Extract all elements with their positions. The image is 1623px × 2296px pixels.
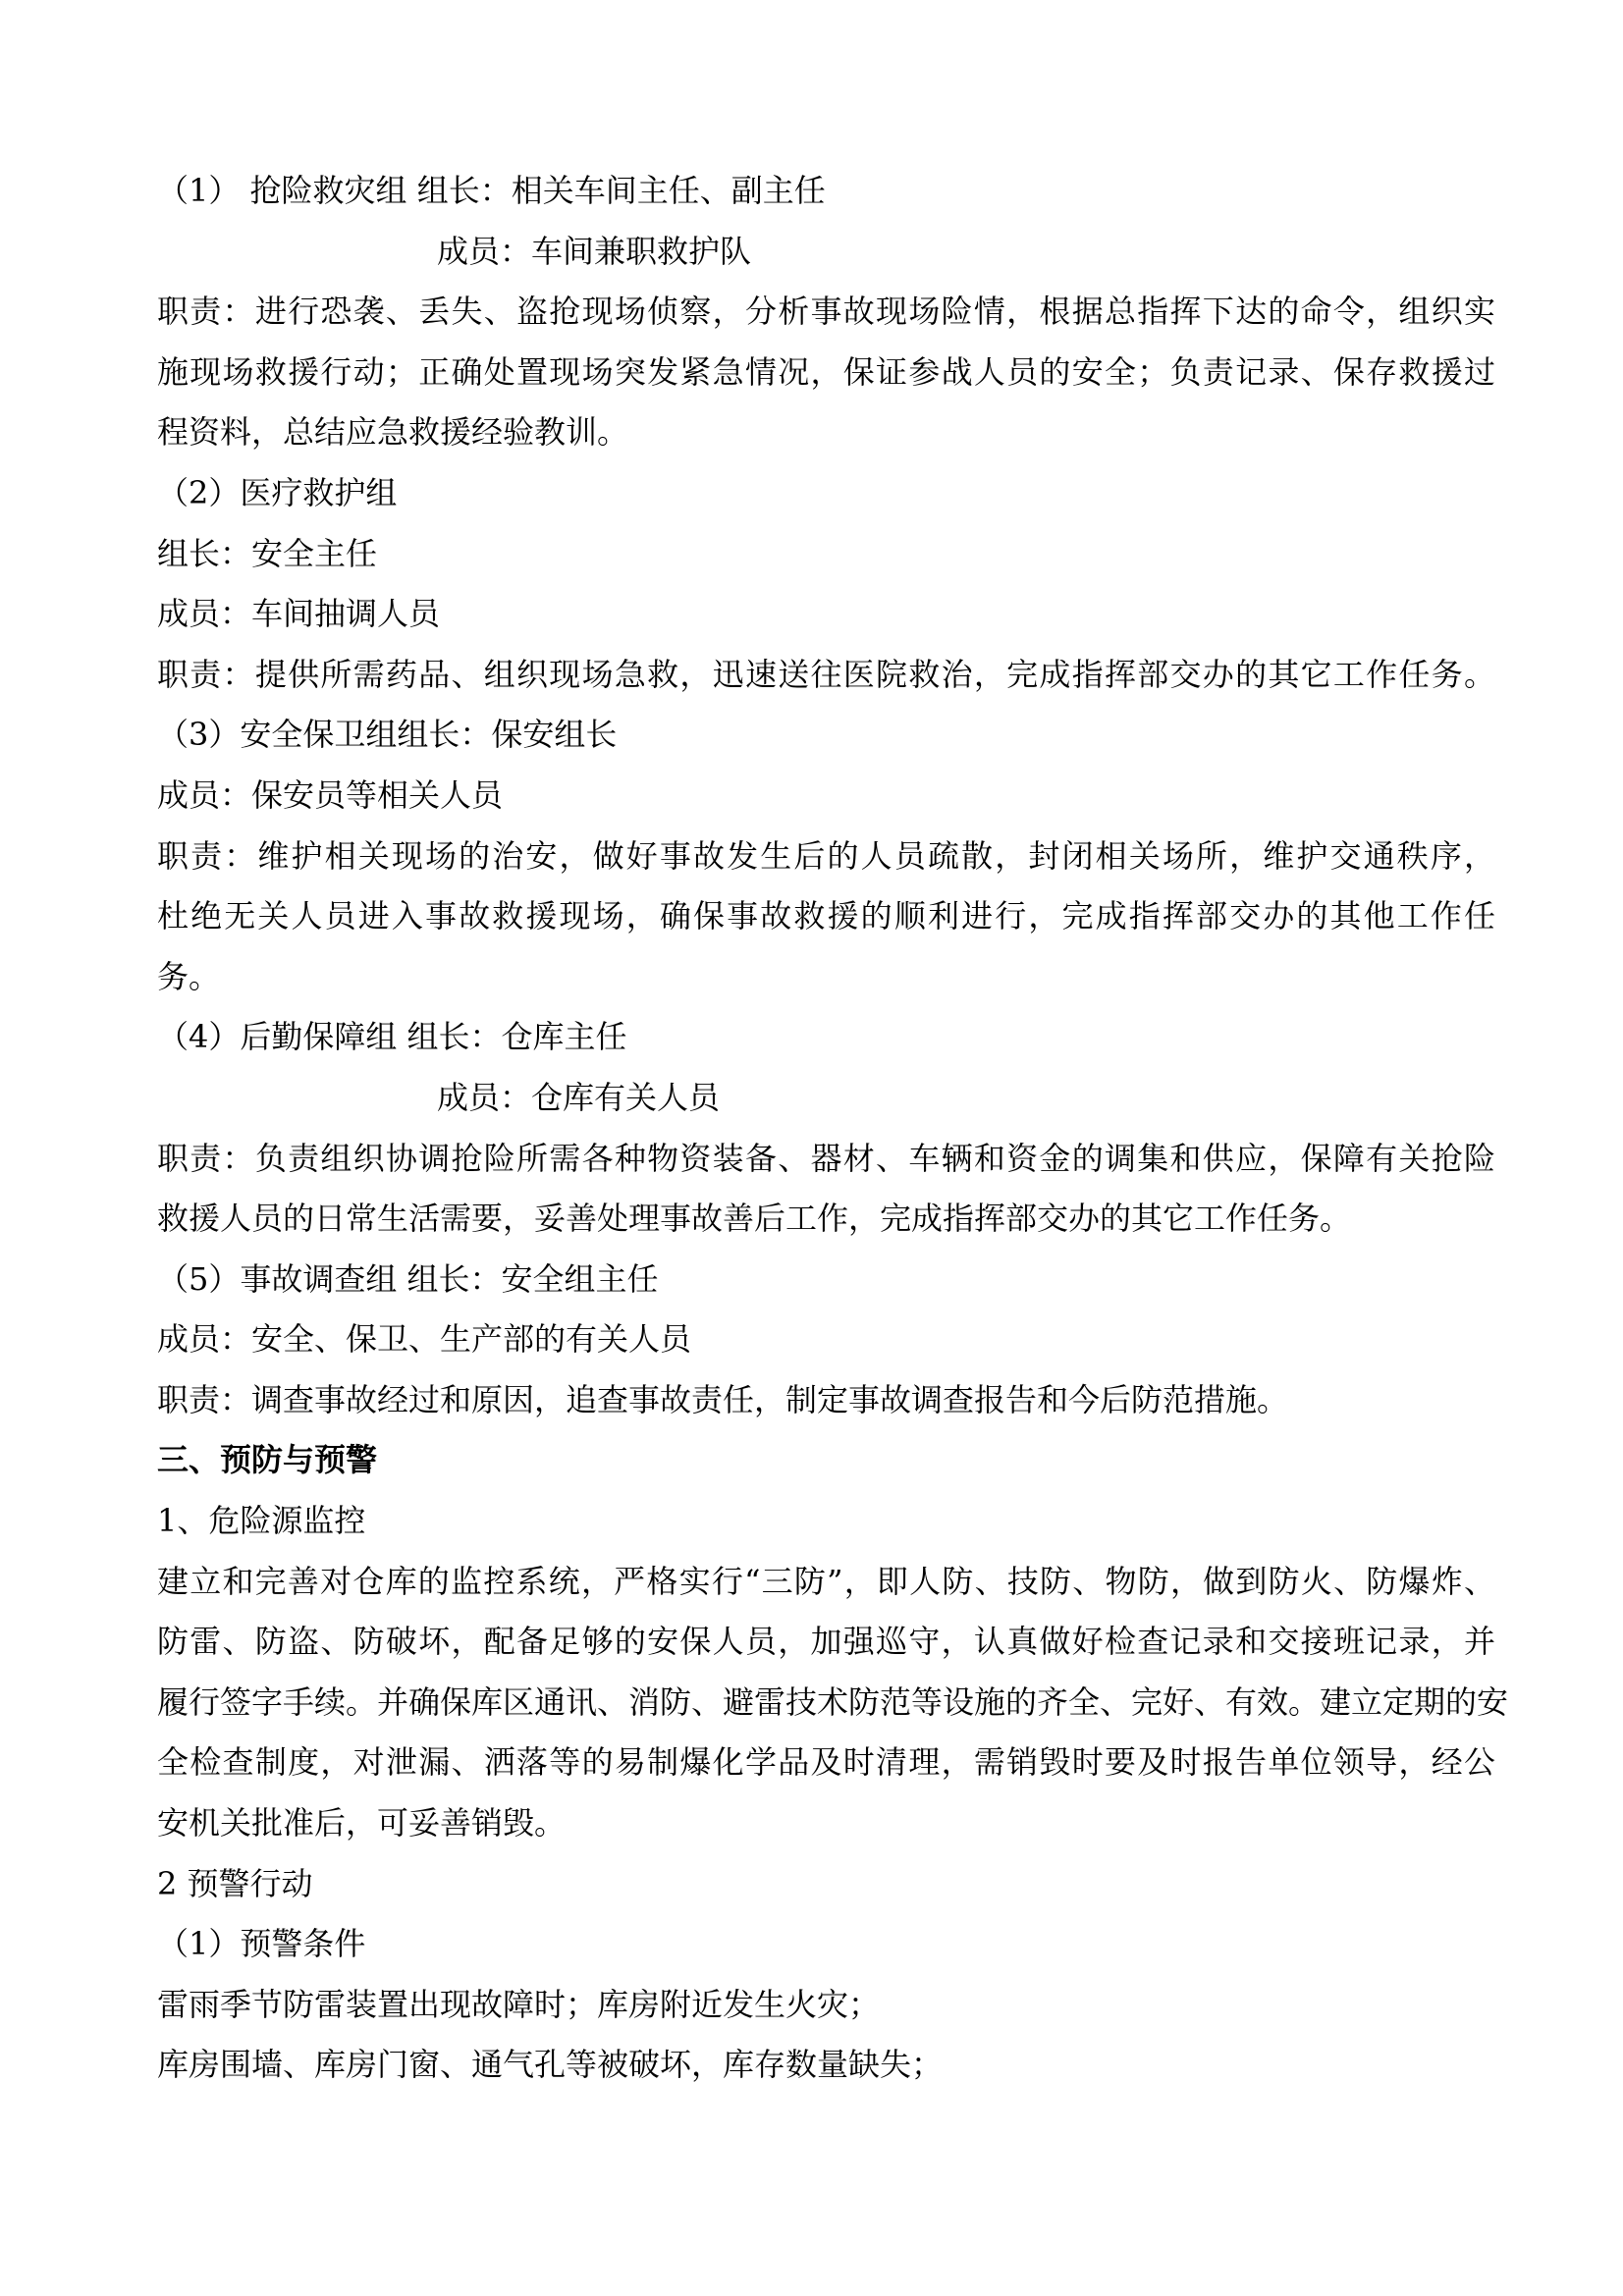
text-line: 1、危险源监控 — [157, 1502, 366, 1540]
text-line: 履行签字手续。并确保库区通讯、消防、避雷技术防范等设施的齐全、完好、有效。建立定期的安 — [157, 1682, 1509, 1721]
document-body — [157, 161, 1509, 2096]
text-line: 成员：保安员等相关人员 — [157, 775, 504, 814]
text-line: 杜绝无关人员进入事故救援现场，确保事故救援的顺利进行，完成指挥部交办的其他工作任 — [157, 897, 1495, 935]
text-line: 成员：车间抽调人员 — [157, 595, 441, 633]
text-line: 库房围墙、库房门窗、通气孔等被破坏，库存数量缺失； — [157, 2046, 944, 2084]
section-heading: 三、预防与预警 — [157, 1441, 378, 1479]
text-line: 组长：安全主任 — [157, 534, 378, 572]
text-line: 建立和完善对仓库的监控系统，严格实行“三防”，即人防、技防、物防，做到防火、防爆炸、 — [157, 1562, 1495, 1600]
text-line: 职责：进行恐袭、丢失、盗抢现场侦察，分析事故现场险情，根据总指挥下达的命令，组织实 — [157, 293, 1495, 331]
text-line: 救援人员的日常生活需要，妥善处理事故善后工作，完成指挥部交办的其它工作任务。 — [157, 1200, 1352, 1238]
text-line: 程资料，总结应急救援经验教训。 — [157, 413, 629, 452]
text-line: （5）事故调查组 组长：安全组主任 — [157, 1259, 659, 1298]
text-line: （1） 抢险救灾组 组长：相关车间主任、副主任 — [157, 172, 826, 209]
text-line: 成员：安全、保卫、生产部的有关人员 — [157, 1320, 692, 1359]
text-line: 雷雨季节防雷装置出现故障时；库房附近发生火灾； — [157, 1985, 881, 2023]
text-line: （4）后勤保障组 组长：仓库主任 — [157, 1018, 627, 1056]
text-line: 职责：负责组织协调抢险所需各种物资装备、器材、车辆和资金的调集和供应，保障有关抢险 — [157, 1139, 1495, 1177]
text-line: 成员：仓库有关人员 — [437, 1078, 721, 1116]
text-line: 职责：提供所需药品、组织现场急救，迅速送往医院救治，完成指挥部交办的其它工作任务。 — [157, 655, 1495, 693]
text-line: （3）安全保卫组组长：保安组长 — [157, 716, 618, 754]
text-line: （1）预警条件 — [157, 1925, 366, 1963]
text-line: 施现场救援行动；正确处置现场突发紧急情况，保证参战人员的安全；负责记录、保存救援过 — [157, 352, 1495, 391]
text-line: 安机关批准后，可妥善销毁。 — [157, 1804, 567, 1842]
text-line: 成员：车间兼职救护队 — [437, 232, 752, 270]
text-line: （2）医疗救护组 — [157, 473, 398, 511]
text-line: 2 预警行动 — [157, 1864, 313, 1902]
text-line: 职责：调查事故经过和原因，追查事故责任，制定事故调查报告和今后防范措施。 — [157, 1380, 1289, 1418]
text-line: 职责：维护相关现场的治安，做好事故发生后的人员疏散，封闭相关场所，维护交通秩序， — [157, 836, 1495, 875]
text-line: 防雷、防盗、防破坏，配备足够的安保人员，加强巡守，认真做好检查记录和交接班记录，并 — [157, 1623, 1495, 1661]
text-line: 务。 — [157, 957, 221, 995]
text-line: 全检查制度，对泄漏、洒落等的易制爆化学品及时清理，需销毁时要及时报告单位领导，经公 — [157, 1743, 1495, 1782]
